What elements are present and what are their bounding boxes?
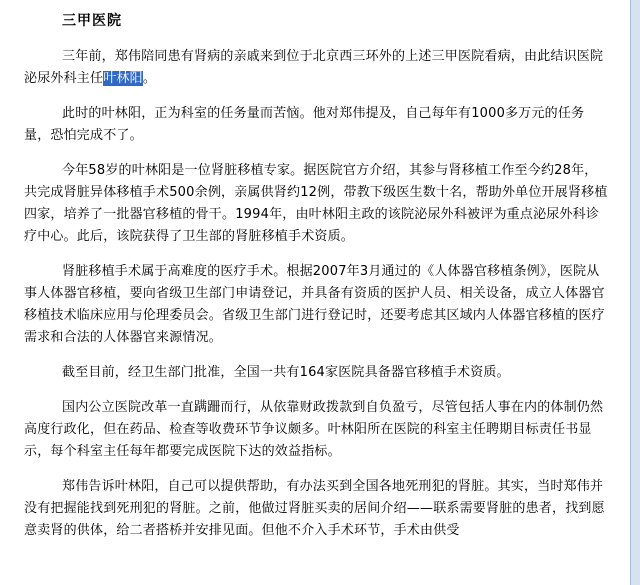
vertical-scrollbar[interactable] xyxy=(630,0,640,585)
paragraph-4: 肾脏移植手术属于高难度的医疗手术。根据2007年3月通过的《人体器官移植条例》，医院从事人体器官移植，要向省级卫生部门申请登记，并具备有资质的医护人员、相关设备，成立人体器官移植技术临床应用与伦理委员会。省级卫生部门进行登记时，还要考虑其区域内人体器官移植的医疗需求和合法的人体器官来源情况。 xyxy=(24,264,605,345)
paragraph-2: 此时的叶林阳，正为科室的任务量而苦恼。他对郑伟提及，自己每年有1000多万元的任务量，恐怕完成不了。 xyxy=(24,106,585,143)
paragraph-6: 国内公立医院改革一直蹒跚而行，从依靠财政拨款到自负盈亏，尽管包括人事在内的体制仍然高度行政化，但在药品、检查等收费环节争议颇多。叶林阳所在医院的科室主任聘期目标责任书显示，每个科室主任每年都要完成医院下达的效益指标。 xyxy=(24,400,604,459)
paragraph-3: 今年58岁的叶林阳是一位肾脏移植专家。据医院官方介绍，其参与肾移植工作至今约28年，共完成肾脏异体移植手术500余例，亲属供肾约12例，带教下级医生数十名，帮助外单位开展肾移植四家，培养了一批器官移植的骨干。1994年，由叶林阳主政的该院泌尿外科被评为重点泌尿外科诊疗中心。此后，该院获得了卫生部的肾脏移植手术资质。 xyxy=(24,163,608,244)
paragraph-1-end: 。 xyxy=(142,71,157,86)
article-heading: 三甲医院 xyxy=(62,13,122,29)
paragraph-1 xyxy=(24,46,610,90)
selected-text-highlight[interactable]: 叶林阳 xyxy=(103,71,143,86)
paragraph-7: 郑伟告诉叶林阳，自己可以提供帮助，有办法买到全国各地死刑犯的肾脏。其实，当时郑伟并没有把握能找到死刑犯的肾脏。之前，他做过肾脏买卖的居间介绍——联系需要肾脏的患者，找到愿意卖肾的供体，给二者搭桥并安排见面。但他不介入手术环节，手术由供受 xyxy=(24,479,605,538)
article-body xyxy=(24,10,610,555)
paragraph-5: 截至目前，经卫生部门批准，全国一共有164家医院具备器官移植手术资质。 xyxy=(62,365,510,380)
paragraph-1-text: 三年前，郑伟陪同患有肾病的亲戚来到位于北京西三环外的上述三甲医院看病，由此结识医院泌尿外科主任 xyxy=(24,49,604,86)
